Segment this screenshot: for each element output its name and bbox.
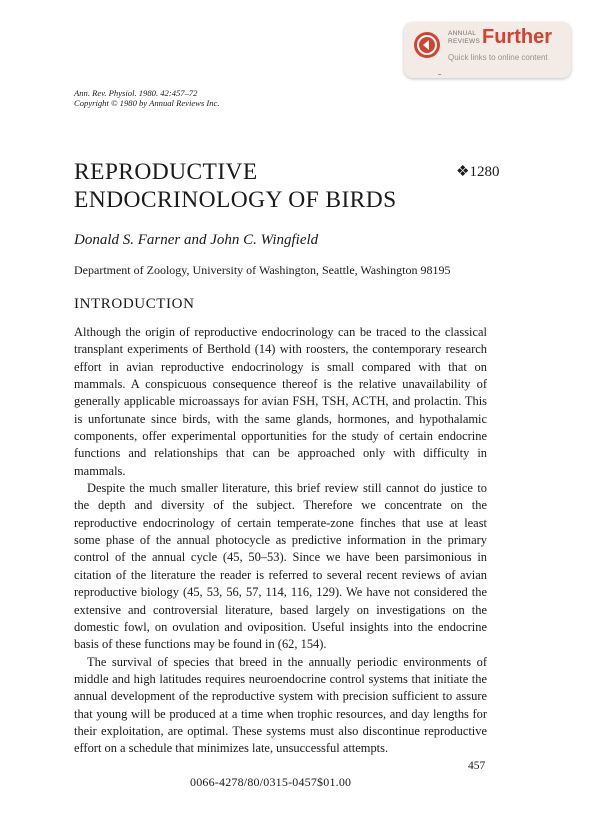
annual-reviews-further-badge[interactable] [404,22,571,78]
paragraph: Although the origin of reproductive endocrinology can be traced to the classical transplant experiments of Berthold (14) with roosters, the contemporary research effort in avian reproductive endocrinology is small compared with that on mammals. A conspicuous consequence thereof is the relative unavailability of generally applicable microassays for avian FSH, TSH, ACTH, and prolactin. This is unfortunate since birds, with the same glands, hormones, and hypothalamic components, offer experimental opportunities for the study of certain endocrine functions and relationships that can be approached only with difficulty in mammals. [74,325,487,478]
page-number: 457 [468,760,486,772]
affiliation: Department of Zoology, University of Washington, Seattle, Washington 98195 [74,263,451,277]
paragraph: The survival of species that breed in the annually periodic environments of middle and high latitudes requires neuroendocrine control systems that initiate the annual development of the reproductive system with precision sufficient to assure that young will be produced at a time when trophic resources, and day lengths for their exploitation, are optimal. These systems must also discontinue reproductive effort on a schedule that minimizes late, unsuccessful attempts. [74,654,487,756]
further-wordmark[interactable]: Further [482,26,552,48]
badge-line2: REVIEWS [448,38,481,45]
authors: Donald S. Farner and John C. Wingfield [74,232,319,248]
play-arrow-icon[interactable] [414,32,440,58]
title-line-1: REPRODUCTIVE [74,159,258,185]
body-text [74,324,487,758]
quick-links-subtitle[interactable]: Quick links to online content [448,53,548,62]
paragraph: Despite the much smaller literature, this brief review still cannot do justice to the depth and diversity of the subject. Therefore we concentrate on the reproductive endocrinology of certain temperate-zone finches that use at least some phase of the annual photocycle as predictive information in the primary control of the annual cycle (45, 50–53). Since we have been parsimonious in citation of the literature the reader is referred to several recent reviews of avian reproductive biology (45, 53, 56, 57, 114, 116, 129). We have not considered the extensive and controversial literature, based largely on investigations on the domestic fowl, on ovulation and oviposition. Useful insights into the endocrine basis of these functions may be found in (62, 154). [74,481,487,652]
decorative-mark [438,74,441,75]
article-title [74,158,397,214]
badge-line1: ANNUAL [448,30,477,37]
article-code: ❖1280 [456,164,500,180]
journal-citation [74,88,220,108]
footer-code: 0066-4278/80/0315-0457$01.00 [190,775,352,789]
citation-line: Ann. Rev. Physiol. 1980. 42:457–72 [74,88,198,98]
title-line-2: ENDOCRINOLOGY OF BIRDS [74,187,397,213]
annual-reviews-logo-text [448,30,480,46]
copyright-line: Copyright © 1980 by Annual Reviews Inc. [74,98,220,108]
section-heading: INTRODUCTION [74,296,195,312]
